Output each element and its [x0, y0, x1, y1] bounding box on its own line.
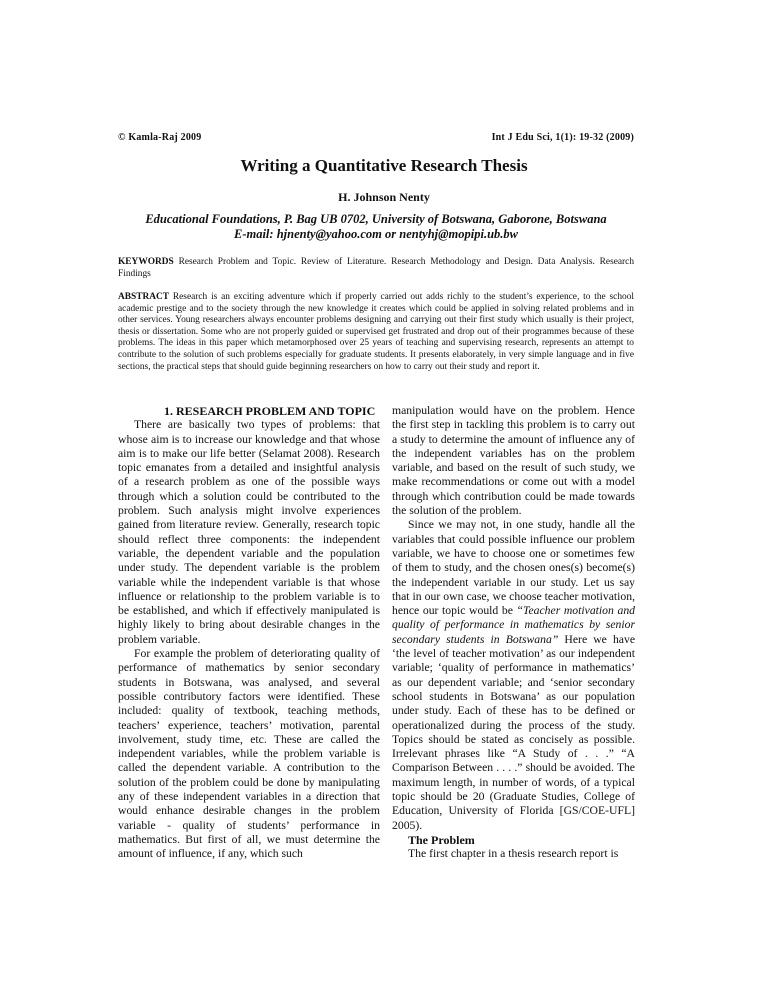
author-name: H. Johnson Nenty: [338, 190, 430, 204]
copyright-header: © Kamla-Raj 2009: [118, 132, 202, 143]
affiliation-address: Educational Foundations, P. Bag UB 0702, University of Botswana, Gaborone, Botswana: [145, 212, 607, 226]
keywords-block: [118, 256, 634, 280]
abstract-text: Research is an exciting adventure which if properly carried out adds richly to the student’s experience, to the school academic prestige and to the society through the new knowledge it creates which could be applied in solving related problems and in other services. Young researchers always encounter problems designing and carrying out their first study which usually is their project, thesis or dissertation. Some who are not properly guided or supervised get frustrated and drop out of their programmes because of these problems. The ideas in this paper which metamorphosed over 25 years of teaching and supervising research, represents an attempt to contribute to the solution of such problems especially for graduate students. It presents elaborately, in very simple language and in five sections, the practical steps that should guide beginning researchers on how to carry out their study and report it.: [118, 292, 634, 372]
affiliation-email: E-mail: hjnenty@yahoo.com or nentyhj@mopipi.ub.bw: [233, 227, 519, 241]
paragraph-1: There are basically two types of problems: that whose aim is to increase our knowledge and that whose aim is to make our life better (Selamat 2008). Research topic emanates from a detailed and insightful analysis of a research problem as one of the possible ways through which a solution could be contributed to the problem. Such analysis might involve experiences gained from literature review. Generally, research topic should reflect three components: the independent variable, the dependent variable and the population under study. The dependent variable is the problem variable while the independent variable is that whose influence or relationship to the problem variable is to be established, and which if effectively manipulated is highly likely to bring about desirable changes in the problem variable.: [118, 418, 380, 646]
paragraph-5: The first chapter in a thesis research report is: [408, 847, 619, 861]
paragraph-4-start: Since we may not, in one study, handle all the variables that could possible influence our problem variable, we have to choose one or sometimes few of them to study, and the chosen ones(s) become(s) the independent variable in our study. Let us say that in our own case, we choose teacher motivation, hence our topic would be: [392, 518, 635, 618]
abstract-block: [118, 292, 634, 373]
paragraph-4: [392, 518, 635, 833]
author-affiliation: [118, 212, 634, 242]
paragraph-2: For example the problem of deteriorating quality of performance of mathematics by senior secondary students in Botswana, was analysed, and several possible contributory factors were identified. These included: quality of textbook, teaching methods, teachers’ experience, teachers’ motivation, parental involvement, study time, etc. These are called the independent variables, while the problem variable is called the dependent variable. A contribution to the solution of the problem could be done by manipulating any of these independent variables in a direction that would enhance desirable changes in the problem variable - quality of students’ performance in mathematics. But first of all, we must determine the amount of influence, if any, which such: [118, 647, 380, 861]
topic-quote: “Teacher motivation and quality of performance in mathematics by senior secondary students in Botswana”: [392, 604, 636, 646]
journal-citation-header: Int J Edu Sci, 1(1): 19-32 (2009): [491, 132, 634, 143]
subsection-heading: The Problem: [408, 832, 475, 847]
paper-title: Writing a Quantitative Research Thesis: [240, 156, 528, 175]
left-column: [118, 404, 380, 862]
right-column: [392, 404, 635, 862]
keywords-text: Research Problem and Topic. Review of Literature. Research Methodology and Design. Data Analysis. Research Findings: [118, 257, 635, 279]
abstract-label: ABSTRACT: [118, 292, 170, 302]
paragraph-3: manipulation would have on the problem. Hence the first step in tackling this problem is to carry out a study to determine the amount of influence any of the independent variables has on the problem variable, and based on the result of such study, we make recommendations or come out with a model through which contribution could be made towards the solution of the problem.: [392, 404, 635, 518]
paragraph-4-end: Here we have ‘the level of teacher motivation’ as our independent variable; ‘quality of performance in mathematics’ as our dependent variable; and ‘senior secondary school students in Botswana’ as our population under study. Each of these has to be defined or operationalized during the process of the study. Topics should be stated as concisely as possible. Irrelevant phrases like “A Study of . . .” “A Comparison Between . . . .” should be avoided. The maximum length, in number of words, of a typical topic should be 20 (Graduate Studies, College of Education, University of Florida [GS/COE-UFL] 2005).: [392, 632, 636, 832]
keywords-label: KEYWORDS: [118, 257, 174, 267]
section-heading: 1. RESEARCH PROBLEM AND TOPIC: [164, 404, 376, 418]
